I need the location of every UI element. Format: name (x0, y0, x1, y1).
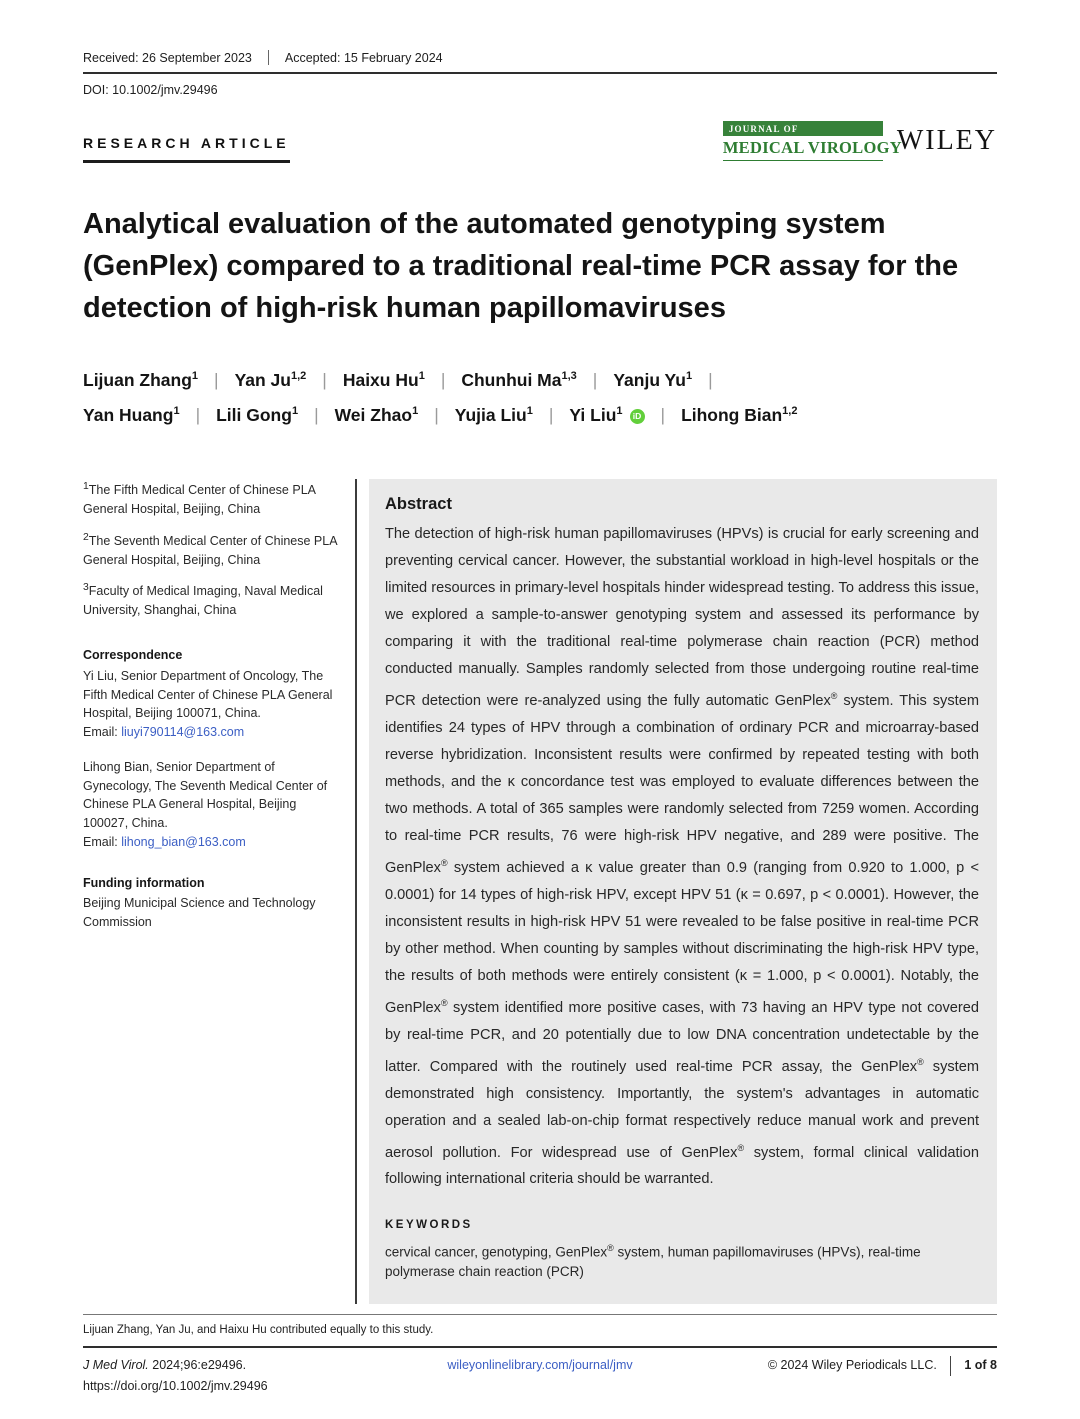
equal-contribution-note: Lijuan Zhang, Yan Ju, and Haixu Hu contributed equally to this study. (83, 1324, 434, 1336)
page-title: Analytical evaluation of the automated genotyping system (GenPlex) compared to a traditional real-time PCR assay for the detection of high-risk human papillomaviruses (83, 208, 959, 325)
journal-brand (723, 121, 997, 163)
copyright-notice: © 2024 Wiley Periodicals LLC. (767, 1358, 937, 1372)
journal-logo-banner: JOURNAL OF (723, 121, 883, 136)
author-separator: | (214, 370, 219, 391)
accepted-date: Accepted: 15 February 2024 (284, 50, 443, 65)
author: Lijuan Zhang$^1$ (83, 370, 199, 391)
author: Chunhui Ma$^{1,3}$ (461, 370, 577, 391)
author: Wei Zhao$^1$ (334, 405, 419, 426)
footer-row (83, 1358, 997, 1393)
author: Yi Liu$^1$ iD (569, 405, 644, 425)
journal-website-link[interactable]: wileyonlinelibrary.com/journal/jmv (447, 1358, 633, 1372)
page-number: 1 of 8 (964, 1358, 997, 1372)
author: Haixu Hu$^1$ (342, 370, 425, 391)
author-separator: | (592, 370, 598, 391)
article-type-label: RESEARCH ARTICLE (83, 135, 290, 163)
footer-rule (83, 1346, 997, 1348)
affiliation-list (83, 479, 341, 620)
left-sidebar (83, 479, 341, 1304)
column-divider (355, 479, 357, 1304)
footer-citation-block (83, 1358, 447, 1393)
correspondence-text: Yi Liu, Senior Department of Oncology, The Fifth Medical Center of Chinese PLA General Hospital, Beijing 100071, China. (83, 668, 333, 721)
correspondence-entry (83, 758, 341, 852)
email-link[interactable]: lihong_bian@163.com (121, 834, 246, 849)
journal-logo-name: MEDICAL VIROLOGY (723, 136, 883, 161)
email-label: Email: (83, 725, 122, 740)
author: Yujia Liu$^1$ (454, 405, 533, 426)
author: Yan Ju$^{1,2}$ (234, 370, 307, 391)
author-separator: | (434, 405, 439, 426)
abstract-box (369, 479, 997, 1304)
footer-right-block (633, 1358, 997, 1393)
author-separator: | (440, 370, 446, 391)
correspondence-email-line (83, 833, 341, 852)
wiley-logo: WILEY (896, 125, 997, 156)
abstract-heading: Abstract (385, 495, 452, 514)
affiliation: $^1$The Fifth Medical Center of Chinese PLA General Hospital, Beijing, China (83, 481, 316, 517)
received-accepted-row (83, 50, 997, 65)
two-column-area (83, 479, 997, 1304)
author: Yan Huang$^1$ (83, 405, 180, 426)
correspondence-entry (83, 667, 341, 742)
journal-logo (722, 121, 902, 161)
correspondence-heading: Correspondence (83, 648, 183, 663)
email-label: Email: (83, 834, 122, 849)
author-separator: | (548, 405, 554, 426)
author: Lihong Bian$^{1,2}$ (681, 405, 798, 426)
affiliation: $^2$The Seventh Medical Center of Chinese PLA General Hospital, Beijing, China (83, 531, 337, 567)
correspondence-email-line (83, 723, 341, 742)
meta-divider (268, 50, 269, 65)
funding-heading: Funding information (83, 875, 205, 890)
author-separator: | (708, 370, 713, 391)
footer-link-block (447, 1358, 632, 1393)
author: Yanju Yu$^1$ (613, 370, 693, 391)
author-separator: | (314, 405, 319, 426)
funding-text: Beijing Municipal Science and Technology Commission (83, 896, 316, 930)
author-separator: | (322, 370, 327, 391)
keywords-text: cervical cancer, genotyping, GenPlex® system, human papillomaviruses (HPVs), real-time polymerase chain reaction (PCR) (385, 1243, 921, 1280)
correspondence-text: Lihong Bian, Senior Department of Gynecology, The Seventh Medical Center of Chinese PLA General Hospital, Beijing 100027, China. (83, 759, 328, 831)
header-rule (83, 72, 997, 74)
abstract-text: The detection of high-risk human papillomaviruses (HPVs) is crucial for early screening and preventing cervical cancer. However, the substantial workload in high-level hospitals or the limited resources in primary-level hospitals hinder widespread testing. To address this issue, we explored a sample-to-answer genotyping system and assessed its performance by comparing it with the traditional real-time polymerase chain reaction (PCR) method conducted manually. Samples randomly selected from those undergoing routine real-time PCR detection were re-analyzed using the fully automatic GenPlex® system. This system identifies 24 types of HPV through a combination of ordinary PCR and microarray-based reverse hybridization. Inconsistent results were confirmed by repeated testing with both methods, and the κ concordance test was employed to evaluate differences between the two methods. A total of 365 samples were randomly selected from 7259 women. According to real-time PCR results, 76 were high-risk HPV negative, and 289 were positive. The GenPlex® system achieved a κ value greater than 0.9 (ranging from 0.920 to 1.000, p < 0.0001) for 14 types of high-risk HPV, except HPV 51 (κ = 0.697, p < 0.0001). However, the inconsistent results in high-risk HPV 51 were revealed to be false positive in real-time PCR by other method. When counting by samples without discriminating the high-risk HPV type, the results of both methods were entirely consistent (κ = 1.000, p < 0.0001). Notably, the GenPlex® system identified more positive cases, with 73 having an HPV type not covered by real-time PCR, and 20 potentially due to low DNA concentration undetectable by the latter. Compared with the routinely used real-time PCR assay, the GenPlex® system demonstrated high consistency. Importantly, the system's advantages in automatic operation and a sealed lab-on-chip format respectively reduce manual work and prevent aerosol pollution. For widespread use of GenPlex® system, formal clinical validation following international criteria should be warranted. (385, 526, 980, 1188)
email-link[interactable]: liuyi790114@163.com (121, 725, 245, 740)
doi-url: https://doi.org/10.1002/jmv.29496 (83, 1379, 268, 1393)
footnote-rule (83, 1314, 997, 1315)
author-separator: | (660, 405, 666, 426)
author: Lili Gong$^1$ (216, 405, 299, 426)
footer-divider (950, 1356, 952, 1376)
author-list (83, 363, 997, 433)
orcid-icon[interactable]: iD (630, 409, 645, 424)
footer-citation (83, 1358, 447, 1372)
citation-rest: 2024;96:e29496. (148, 1358, 247, 1372)
affiliation: $^3$Faculty of Medical Imaging, Naval Medical University, Shanghai, China (83, 582, 323, 618)
journal-abbrev: J Med Virol. (83, 1358, 149, 1372)
author-separator: | (195, 405, 201, 426)
doi-line: DOI: 10.1002/jmv.29496 (83, 83, 218, 97)
keywords-heading: KEYWORDS (385, 1219, 473, 1232)
footer-area (83, 1314, 997, 1393)
received-date: Received: 26 September 2023 (83, 50, 252, 65)
article-type-row (83, 121, 997, 163)
